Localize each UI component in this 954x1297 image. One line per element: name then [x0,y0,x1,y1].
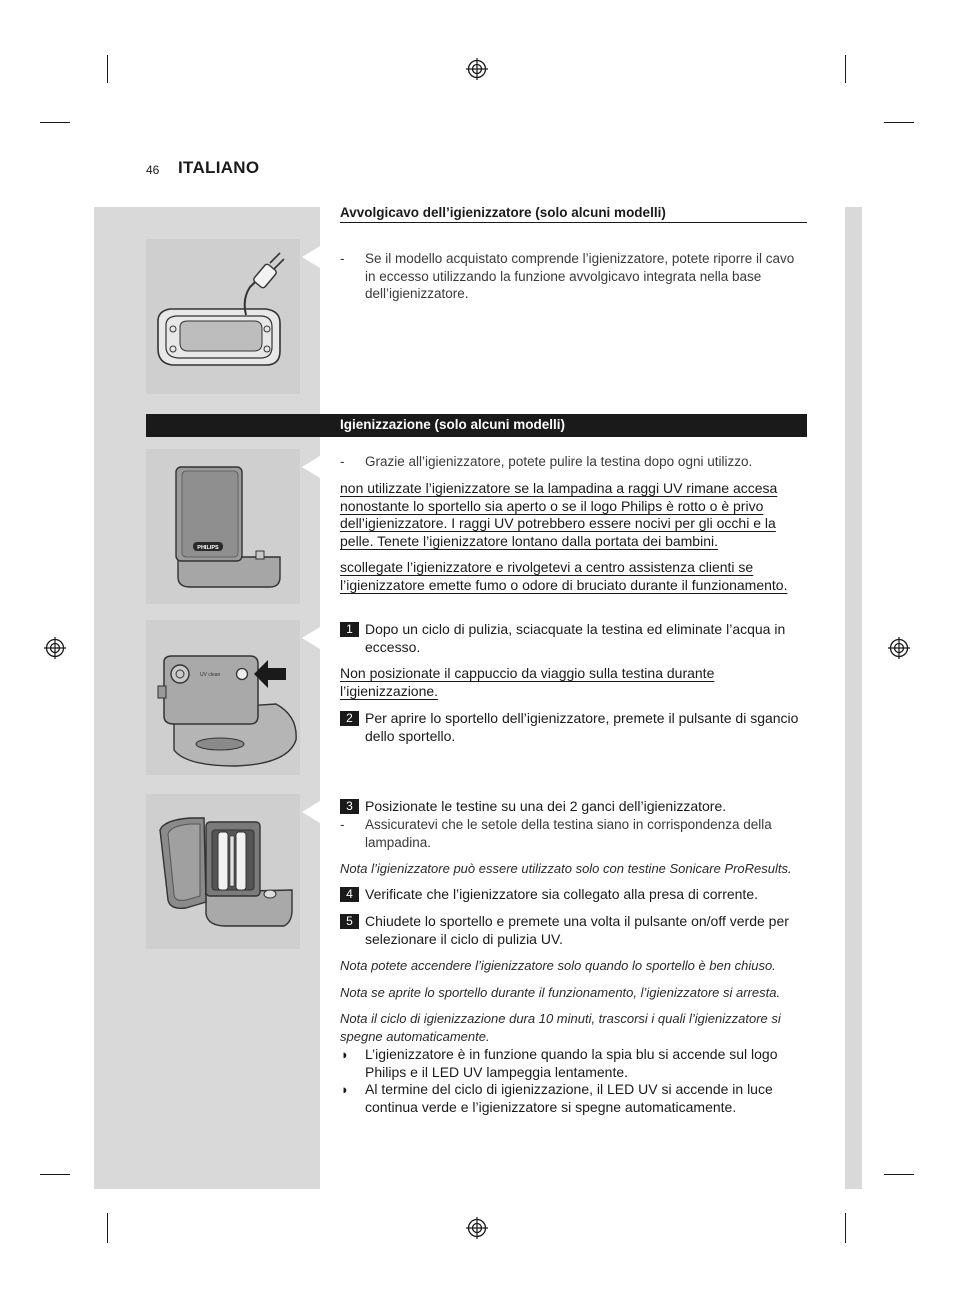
right-margin-panel [845,207,862,1189]
warning-text: Non posizionate il cappuccio da viaggio sulla testina durante l’igienizzazione. [340,665,715,699]
registration-mark-icon [888,637,910,659]
section-heading-sanitize: Igienizzazione (solo alcuni modelli) [340,417,566,432]
crop-mark [40,122,70,123]
crop-mark [40,1174,70,1175]
note-text: Nota il ciclo di igienizzazione dura 10 minuti, trascorsi i quali l’igienizzatore si spegne automaticamente. [340,1011,781,1044]
callout-pointer [302,627,320,649]
crop-mark [884,1174,914,1175]
crop-mark [845,1213,846,1243]
illustration-release-button [146,620,300,775]
list-item: - Se il modello acquistato comprende l’igienizzatore, potete riporre il cavo in eccesso utilizzando la funzione avvolgicavo integrata nella base dell’igienizzatore. [340,251,795,301]
note-text: Nota se aprite lo sportello durante il funzionamento, l’igienizzatore si arresta. [340,985,781,1000]
result-item: ◗ Al termine del ciclo di igienizzazione, il LED UV si accende in luce continua verde e l’igienizzatore si spegne automaticamente. [341,1081,773,1115]
result-item: ◗ L’igienizzatore è in funzione quando la spia blu si accende sul logo Philips e il LED UV lampeggia lentamente. [341,1046,778,1080]
list-item: - Assicuratevi che le setole della testina siano in corrispondenza della lampadina. [340,817,772,850]
list-item: - Grazie all’igienizzatore, potete pulire la testina dopo ogni utilizzo. [340,454,753,469]
step-3: 3 Posizionate le testine su una dei 2 ganci dell’igienizzatore. [340,798,806,816]
section-heading-cord: Avvolgicavo dell’igienizzatore (solo alcuni modelli) [340,205,807,223]
note-text: Nota l’igienizzatore può essere utilizzato solo con testine Sonicare ProResults. [340,861,792,876]
crop-mark [845,55,846,83]
illustration-sanitizer-open [146,794,300,949]
illustration-sanitizer-closed [146,449,300,604]
step-2: 2 Per aprire lo sportello dell’igienizzatore, premete il pulsante di sgancio dello sportello. [340,710,806,745]
registration-mark-icon [466,1217,488,1239]
page-number: 46 [146,163,160,177]
crop-mark [107,1213,108,1243]
page-language-title: ITALIANO [178,158,260,177]
philips-logo: PHILIPS [197,545,219,551]
registration-mark-icon [466,58,488,80]
step-4: 4 Verificate che l’igienizzatore sia collegato alla presa di corrente. [340,886,806,904]
warning-text: scollegate l’igienizzatore e rivolgetevi a centro assistenza clienti se l’igienizzatore emette fumo o odore di bruciato durante il funzionamento. [340,559,788,593]
callout-pointer [302,801,320,823]
illustration-cord-wrap [146,239,300,394]
callout-pointer [302,456,320,478]
warning-text: non utilizzate l’igienizzatore se la lampadina a raggi UV rimane accesa nonostante lo sportello sia aperto o se il logo Philips è rotto o è privo dell’igienizzatore. I raggi UV potrebbero essere nocivi per gli occhi e la pelle. Tenete l’igienizzatore lontano dalla portata dei bambini. [340,480,778,549]
note-text: Nota potete accendere l’igienizzatore solo quando lo sportello è ben chiuso. [340,958,776,973]
callout-pointer [302,246,320,268]
step-5: 5 Chiudete lo sportello e premete una volta il pulsante on/off verde per selezionare il ciclo di pulizia UV. [340,913,806,948]
step-1: 1 Dopo un ciclo di pulizia, sciacquate la testina ed eliminate l’acqua in eccesso. [340,621,806,656]
uv-clean-label: UV clean [200,672,221,678]
registration-mark-icon [44,637,66,659]
crop-mark [107,55,108,83]
crop-mark [884,122,914,123]
